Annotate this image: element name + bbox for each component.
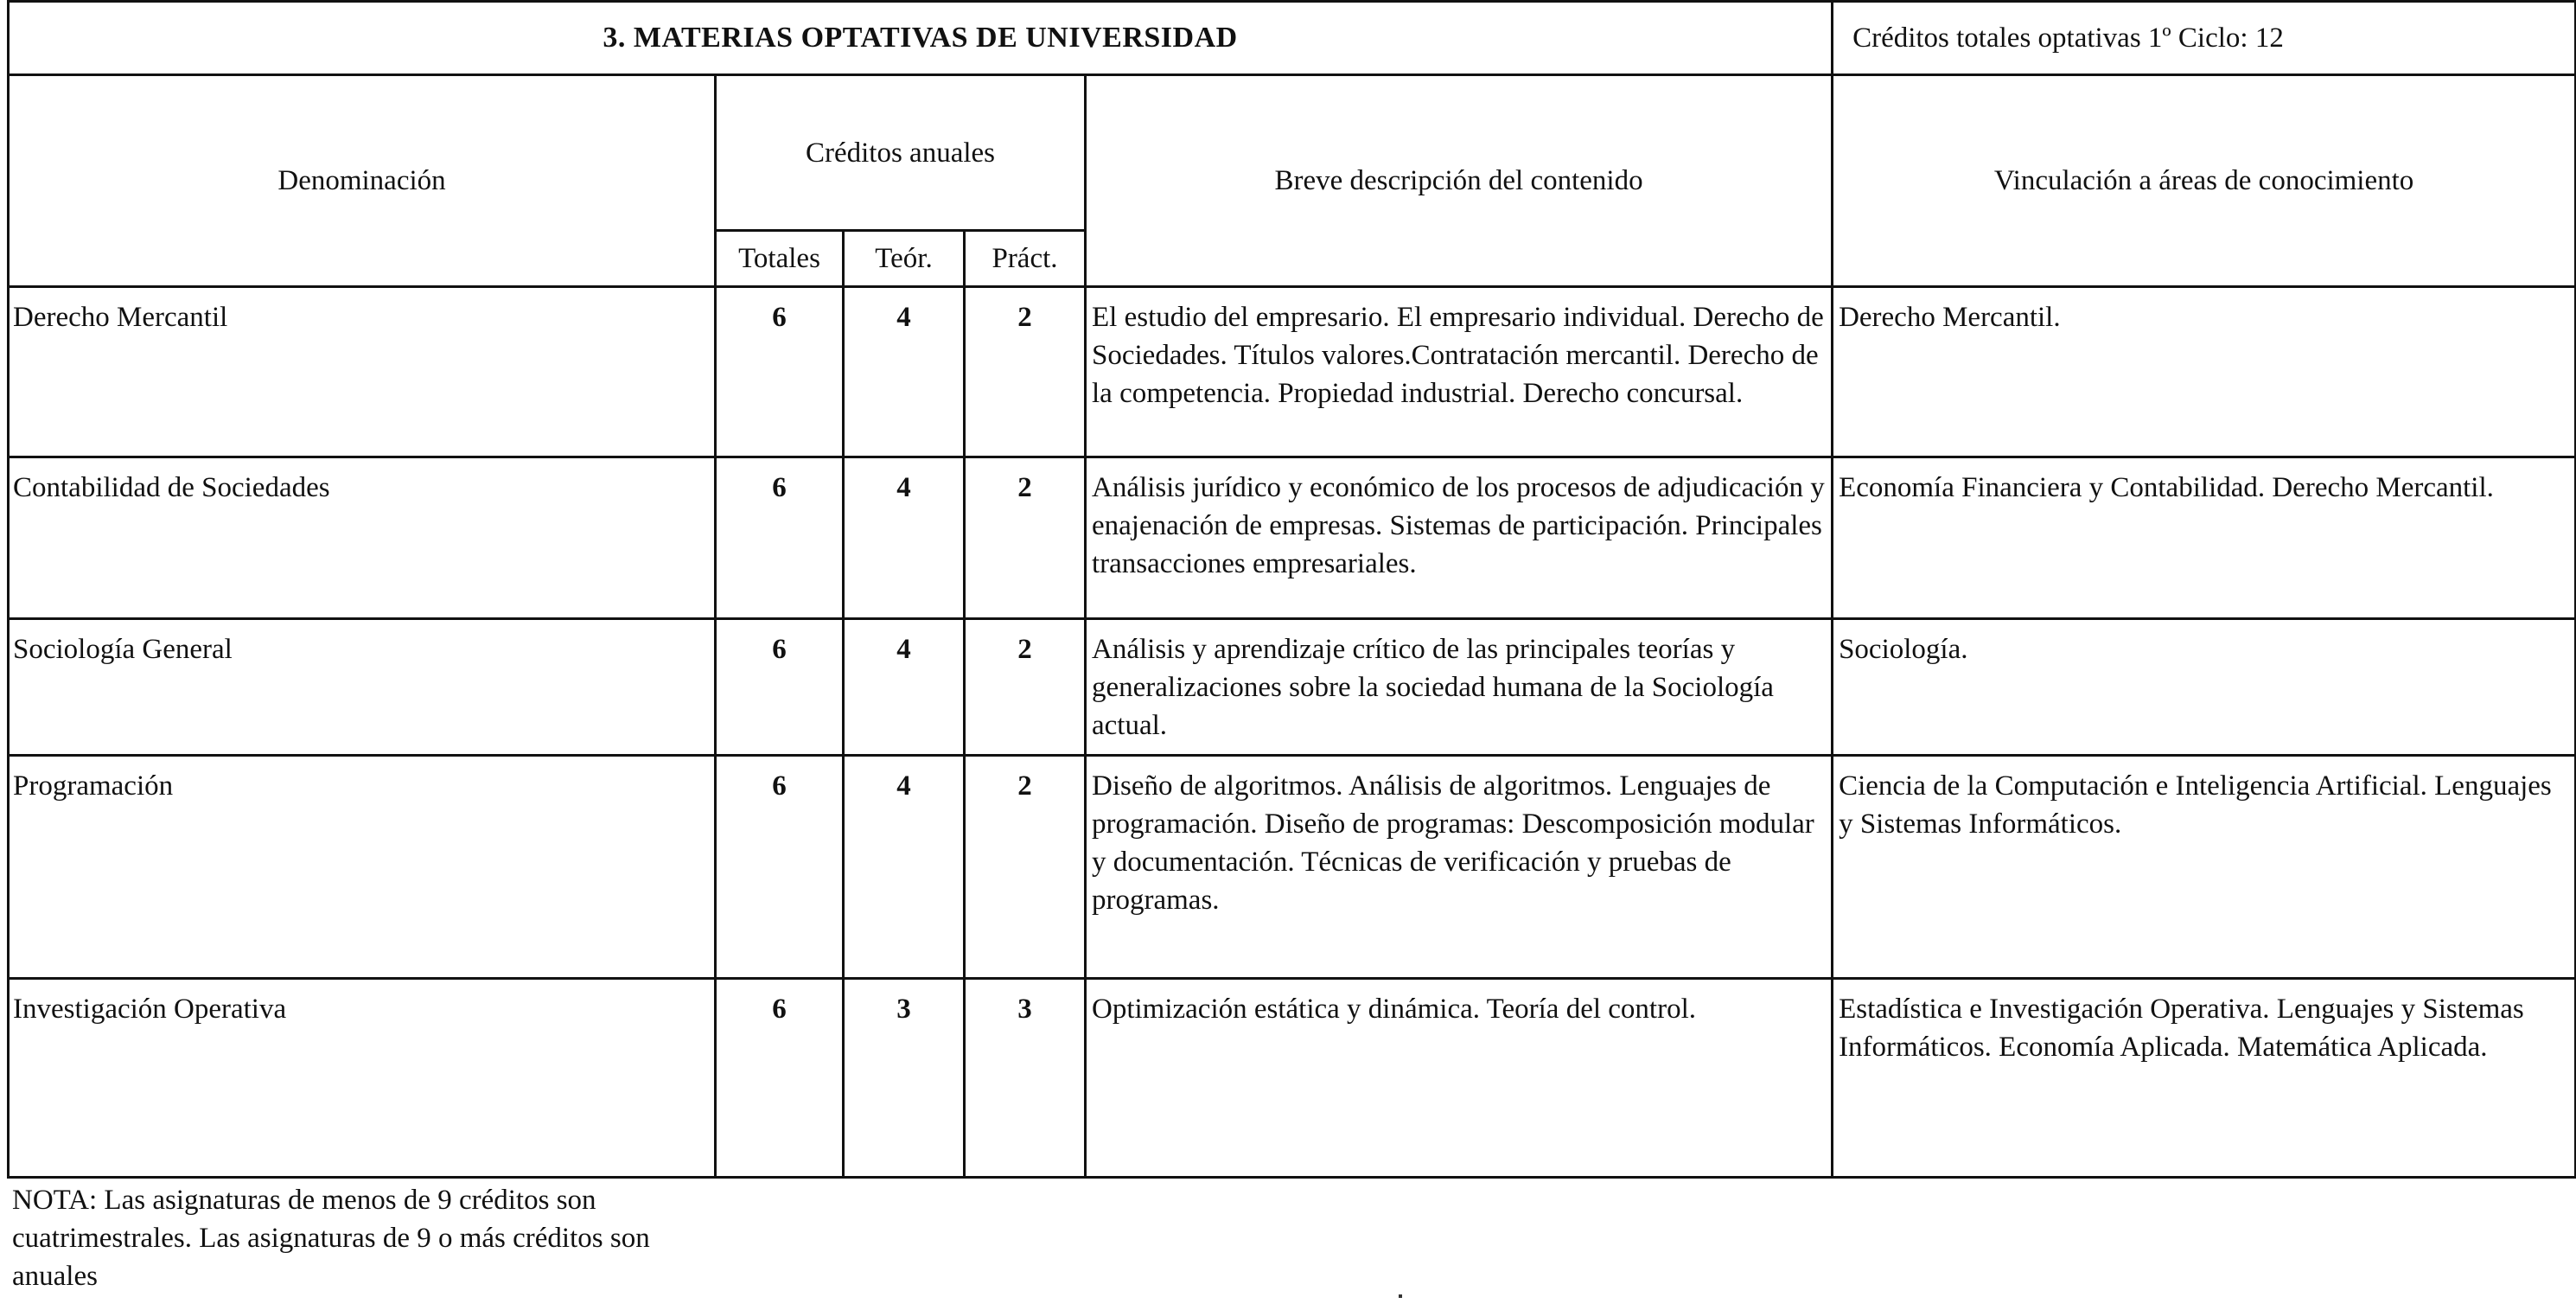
subject-areas: Sociología. [1833,619,2576,756]
credits-teor: 3 [844,979,965,1178]
footnote: NOTA: Las asignaturas de menos de 9 créditos son cuatrimestrales. Las asignaturas de 9 o más créditos son anuales [12,1185,650,1292]
credits-teor: 4 [844,619,965,756]
credits-pract: 2 [965,619,1086,756]
credits-pract: 2 [965,756,1086,979]
table-row [9,619,2576,756]
credits-totales: 6 [716,979,844,1178]
credits-pract: 2 [965,457,1086,619]
scan-speck [1399,1294,1402,1298]
table-title: 3. MATERIAS OPTATIVAS DE UNIVERSIDAD [9,2,1833,75]
credits-teor: 4 [844,756,965,979]
header-denominacion: Denominación [9,75,716,287]
header-creditos-anuales: Créditos anuales [716,75,1086,231]
credits-totales: 6 [716,619,844,756]
subject-name: Derecho Mercantil [9,287,716,457]
header-descripcion: Breve descripción del contenido [1086,75,1833,287]
credits-totales: 6 [716,457,844,619]
table-row [9,457,2576,619]
subject-description: El estudio del empresario. El empresario individual. Derecho de Sociedades. Títulos valores.Contratación mercantil. Derecho de la competencia. Propiedad industrial. Derecho concursal. [1086,287,1833,457]
subject-name: Contabilidad de Sociedades [9,457,716,619]
title-row [9,2,2576,75]
subject-areas: Derecho Mercantil. [1833,287,2576,457]
subject-name: Investigación Operativa [9,979,716,1178]
header-totales: Totales [716,231,844,287]
credits-pract: 3 [965,979,1086,1178]
subject-description: Análisis y aprendizaje crítico de las principales teorías y generalizaciones sobre la sociedad humana de la Sociología actual. [1086,619,1833,756]
credits-totales: 6 [716,756,844,979]
subject-areas: Estadística e Investigación Operativa. Lenguajes y Sistemas Informáticos. Economía Aplicada. Matemática Aplicada. [1833,979,2576,1178]
header-row [9,75,2576,231]
credits-teor: 4 [844,287,965,457]
total-credits-label: Créditos totales optativas 1º Ciclo: 12 [1833,2,2576,75]
subject-name: Programación [9,756,716,979]
header-areas: Vinculación a áreas de conocimiento [1833,75,2576,287]
subject-name: Sociología General [9,619,716,756]
table-row [9,756,2576,979]
subject-areas: Ciencia de la Computación e Inteligencia Artificial. Lenguajes y Sistemas Informáticos. [1833,756,2576,979]
subject-description: Diseño de algoritmos. Análisis de algoritmos. Lenguajes de programación. Diseño de programas: Descomposición modular y documentación. Técnicas de verificación y pruebas de programas. [1086,756,1833,979]
subject-areas: Economía Financiera y Contabilidad. Derecho Mercantil. [1833,457,2576,619]
credits-pract: 2 [965,287,1086,457]
subject-description: Análisis jurídico y económico de los procesos de adjudicación y enajenación de empresas. Sistemas de participación. Principales transacciones empresariales. [1086,457,1833,619]
credits-totales: 6 [716,287,844,457]
subject-description: Optimización estática y dinámica. Teoría del control. [1086,979,1833,1178]
optional-subjects-table [7,0,2576,1179]
credits-teor: 4 [844,457,965,619]
header-teor: Teór. [844,231,965,287]
header-pract: Práct. [965,231,1086,287]
table-row [9,287,2576,457]
table-row [9,979,2576,1178]
